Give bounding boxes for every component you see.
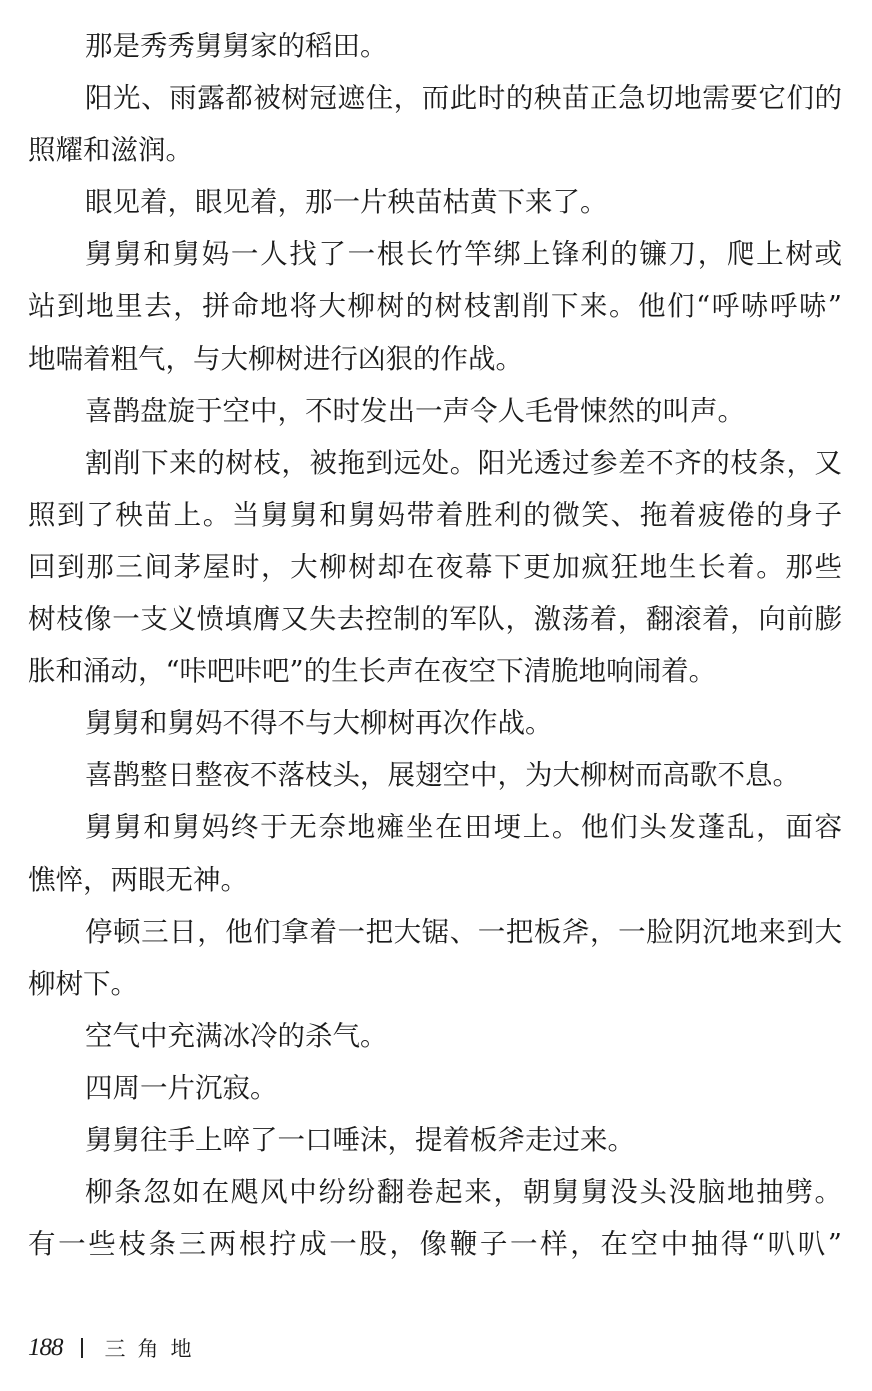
- paragraph: [28, 701, 842, 753]
- text-line: 柳树下。: [28, 967, 138, 1000]
- text-line: 割削下来的树枝，被拖到远处。阳光透过参差不齐的枝条，又: [85, 446, 842, 479]
- paragraph: [28, 753, 842, 805]
- text-line: 站到地里去，拼命地将大柳树的树枝割削下来。他们“呼哧呼哧”: [28, 290, 842, 323]
- paragraph: [28, 1170, 842, 1274]
- text-line: 喜鹊整日整夜不落枝头，展翅空中，为大柳树而高歌不息。: [85, 759, 800, 792]
- text-line: 舅舅和舅妈不得不与大柳树再次作战。: [85, 707, 553, 740]
- page-number: 188: [28, 1334, 63, 1361]
- text-line: 照到了秧苗上。当舅舅和舅妈带着胜利的微笑、拖着疲倦的身子: [28, 498, 842, 531]
- text-line: 胀和涌动，“咔吧咔吧”的生长声在夜空下清脆地响闹着。: [28, 655, 717, 688]
- paragraph: [28, 1118, 842, 1170]
- text-line: 地喘着粗气，与大柳树进行凶狠的作战。: [28, 342, 523, 375]
- text-line: 空气中充满冰冷的杀气。: [85, 1019, 388, 1052]
- text-line: 憔悴，两眼无神。: [28, 863, 248, 896]
- footer-separator: [81, 1338, 83, 1358]
- text-line: 四周一片沉寂。: [85, 1071, 278, 1104]
- paragraph: [28, 1014, 842, 1066]
- text-line: 舅舅往手上啐了一口唾沫，提着板斧走过来。: [85, 1123, 635, 1156]
- paragraph: [28, 441, 842, 701]
- text-line: 舅舅和舅妈一人找了一根长竹竿绑上锋利的镰刀，爬上树或: [85, 238, 842, 271]
- paragraph: [28, 1066, 842, 1118]
- paragraph: [28, 232, 842, 388]
- paragraph: [28, 805, 842, 909]
- text-line: 停顿三日，他们拿着一把大锯、一把板斧，一脸阴沉地来到大: [85, 915, 842, 948]
- text-line: 眼见着，眼见着，那一片秧苗枯黄下来了。: [85, 186, 608, 219]
- text-line: 照耀和滋润。: [28, 134, 193, 167]
- text-line: 那是秀秀舅舅家的稻田。: [85, 30, 388, 62]
- book-title: 三角地: [104, 1337, 204, 1361]
- paragraph: [28, 910, 842, 1014]
- text-line: 有一些枝条三两根拧成一股，像鞭子一样，在空中抽得“叭叭”: [28, 1228, 842, 1261]
- paragraph: [28, 24, 842, 76]
- text-line: 柳条忽如在飓风中纷纷翻卷起来，朝舅舅没头没脑地抽劈。: [85, 1176, 842, 1209]
- text-line: 树枝像一支义愤填膺又失去控制的军队，激荡着，翻滚着，向前膨: [28, 603, 842, 636]
- text-line: 回到那三间茅屋时，大柳树却在夜幕下更加疯狂地生长着。那些: [28, 550, 842, 583]
- paragraph: [28, 76, 842, 180]
- paragraph: [28, 389, 842, 441]
- page-body-text: [28, 24, 842, 1274]
- paragraph: [28, 180, 842, 232]
- text-line: 喜鹊盘旋于空中，不时发出一声令人毛骨悚然的叫声。: [85, 394, 745, 427]
- text-line: 阳光、雨露都被树冠遮住，而此时的秧苗正急切地需要它们的: [85, 82, 842, 115]
- page-footer: [28, 1333, 204, 1363]
- text-line: 舅舅和舅妈终于无奈地瘫坐在田埂上。他们头发蓬乱，面容: [85, 811, 842, 844]
